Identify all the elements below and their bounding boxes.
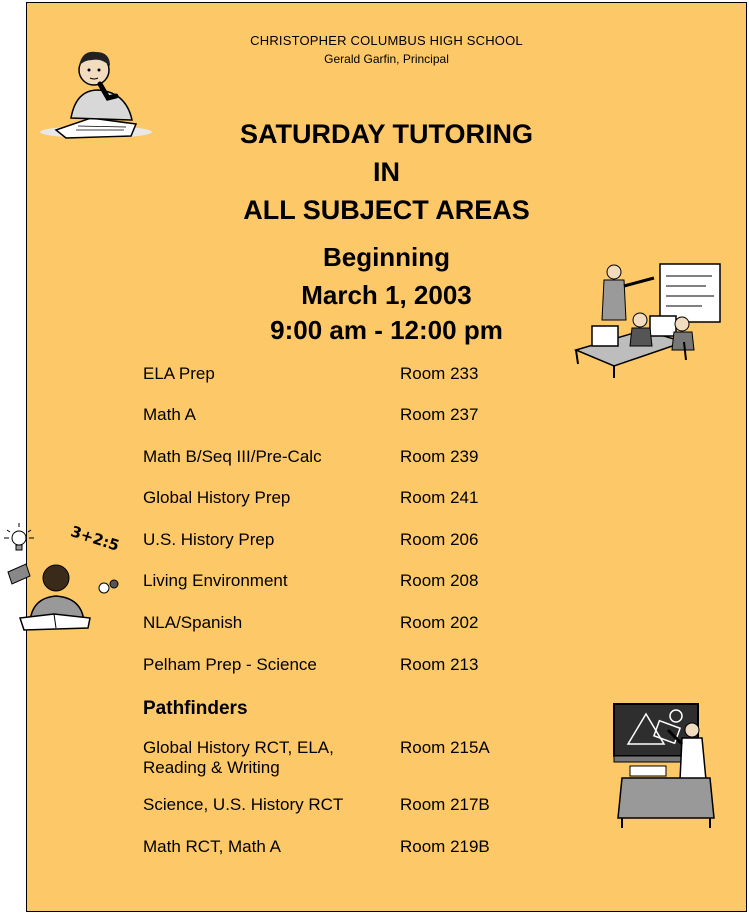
room-number: Room 215A	[400, 738, 490, 757]
student-math-clipart	[4, 518, 132, 636]
pathfinders-heading: Pathfinders	[143, 698, 248, 719]
subject-name: Living Environment	[143, 571, 288, 590]
room-number: Room 217B	[400, 795, 490, 814]
room-number: Room 237	[400, 405, 479, 424]
computer-lab-clipart	[574, 260, 724, 382]
math-formula-text: 3+2:5	[68, 522, 122, 555]
subject-name: Math B/Seq III/Pre-Calc	[143, 447, 322, 466]
subject-name: Global History Prep	[143, 488, 291, 507]
beginning-label: Beginning	[322, 242, 451, 272]
subject-name: U.S. History Prep	[143, 530, 275, 549]
school-name: CHRISTOPHER COLUMBUS HIGH SCHOOL	[250, 33, 523, 48]
title-line-3: ALL SUBJECT AREAS	[243, 195, 530, 225]
room-number: Room 202	[400, 613, 479, 632]
room-number: Room 213	[400, 655, 479, 674]
student-reading-clipart	[36, 40, 156, 140]
principal-name: Gerald Garfin, Principal	[324, 52, 449, 66]
room-number: Room 219B	[400, 837, 490, 856]
subject-name: Pelham Prep - Science	[143, 655, 317, 674]
subject-name: Math A	[143, 405, 196, 424]
room-number: Room 233	[400, 364, 479, 383]
session-time: 9:00 am - 12:00 pm	[270, 315, 503, 345]
room-number: Room 239	[400, 447, 479, 466]
subject-name: Math RCT, Math A	[143, 837, 281, 856]
start-date: March 1, 2003	[301, 280, 472, 310]
subject-name: NLA/Spanish	[143, 613, 243, 632]
subject-name: Global History RCT, ELA, Reading & Writing	[143, 738, 334, 778]
chalkboard-teacher-clipart	[610, 700, 720, 830]
room-number: Room 241	[400, 488, 479, 507]
room-number: Room 206	[400, 530, 479, 549]
subject-name: ELA Prep	[143, 364, 215, 383]
room-number: Room 208	[400, 571, 479, 590]
subject-name: Science, U.S. History RCT	[143, 795, 344, 814]
title-line-1: SATURDAY TUTORING	[239, 119, 534, 149]
title-line-2: IN	[373, 157, 400, 187]
